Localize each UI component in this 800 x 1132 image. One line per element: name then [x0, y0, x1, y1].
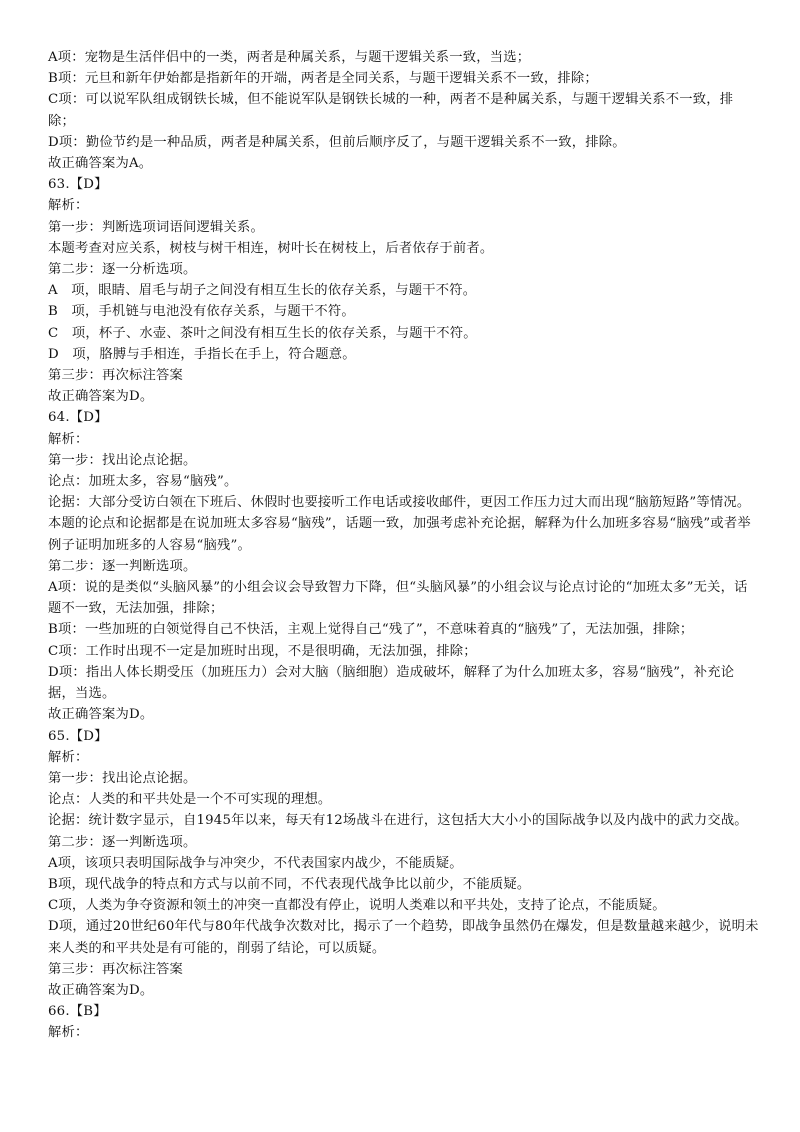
text-line: B项，现代战争的特点和方式与以前不同，不代表现代战争比以前少，不能质疑。: [48, 876, 531, 892]
text-line: 本题考查对应关系，树枝与树干相连，树叶长在树枝上，后者依存于前者。: [48, 240, 494, 256]
text-line: 66.【B】: [48, 1004, 107, 1020]
text-line: 63.【D】: [48, 177, 108, 193]
text-line: A项：宠物是生活伴侣中的一类，两者是种属关系，与题干逻辑关系一致，当选；: [48, 50, 531, 65]
text-line: D项：指出人体长期受压（加班压力）会对大脑（脑细胞）造成破坏，解释了为什么加班太多，容易“脑残”，补充论据，当选。: [48, 664, 735, 702]
text-line: C项：可以说军队组成钢铁长城，但不能说军队是钢铁长城的一种，两者不是种属关系，与题干逻辑关系不一致，排除；: [48, 92, 734, 129]
text-line: B 项，手机链与电池没有依存关系，与题干不符。: [48, 304, 355, 320]
text-line: C项：工作时出现不一定是加班时出现，不是很明确，无法加强，排除；: [48, 643, 477, 659]
text-line: D项，通过20世纪60年代与80年代战争次数对比，揭示了一个趋势，即战争虽然仍在爆发，但是数量越来越少，说明未来人类的和平共处是有可能的，削弱了结论，可以质疑。: [48, 919, 759, 956]
text-line: 故正确答案为D。: [48, 389, 154, 405]
text-line: 故正确答案为D。: [48, 707, 154, 723]
text-line: 解析：: [48, 431, 89, 447]
text-line: 解析：: [48, 198, 89, 214]
text-line: 第二步：逐一判断选项。: [48, 558, 197, 574]
text-line: D 项，胳膊与手相连，手指长在手上，符合题意。: [48, 346, 356, 362]
text-line: 本题的论点和论据都是在说加班太多容易“脑残”，话题一致，加强考虑补充论据，解释为什么加班多容易“脑残”或者举例子证明加班多的人容易“脑残”。: [48, 516, 751, 553]
text-line: A 项，眼睛、眉毛与胡子之间没有相互生长的依存关系，与题干不符。: [48, 283, 477, 299]
text-line: 故正确答案为A。: [48, 156, 153, 172]
text-line: 65.【D】: [48, 728, 108, 744]
text-line: 论点：人类的和平共处是一个不可实现的理想。: [48, 792, 332, 808]
text-line: 解析：: [48, 749, 89, 765]
text-line: B项：一些加班的白领觉得自己不快活，主观上觉得自己“残了”，不意味着真的“脑残”了，无法加强，排除；: [48, 622, 694, 638]
text-line: 第二步：逐一判断选项。: [48, 834, 197, 850]
text-line: B项：元旦和新年伊始都是指新年的开端，两者是全同关系，与题干逻辑关系不一致，排除；: [48, 71, 598, 87]
text-line: 论据：大部分受访白领在下班后、休假时也要接听工作电话或接收邮件，更因工作压力过大而出现“脑筋短路”等情况。: [48, 495, 751, 511]
text-line: 解析：: [48, 1025, 89, 1041]
text-line: D项：勤俭节约是一种品质，两者是种属关系，但前后顺序反了，与题干逻辑关系不一致，排除。: [48, 134, 626, 150]
text-line: C项，人类为争夺资源和领土的冲突一直都没有停止，说明人类难以和平共处，支持了论点，不能质疑。: [48, 898, 666, 914]
text-line: 第二步：逐一分析选项。: [48, 262, 197, 278]
text-line: 故正确答案为D。: [48, 982, 154, 998]
text-line: 第三步：再次标注答案: [48, 368, 183, 384]
text-line: 论点：加班太多，容易“脑残”。: [48, 474, 238, 490]
text-line: A项，该项只表明国际战争与冲突少，不代表国家内战少，不能质疑。: [48, 855, 463, 871]
text-line: 第一步：判断选项词语间逻辑关系。: [48, 219, 264, 235]
text-line: 第三步：再次标注答案: [48, 961, 183, 977]
text-line: 64.【D】: [48, 410, 108, 426]
text-line: 第一步：找出论点论据。: [48, 452, 197, 468]
text-line: C 项，杯子、水壶、茶叶之间没有相互生长的依存关系，与题干不符。: [48, 325, 477, 341]
text-line: 论据：统计数字显示，自1945年以来，每天有12场战斗在进行，这包括大大小小的国际战争以及内战中的武力交战。: [48, 813, 748, 829]
text-line: A项：说的是类似“头脑风暴”的小组会议会导致智力下降，但“头脑风暴”的小组会议与论点讨论的“加班太多”无关，话题不一致，无法加强，排除；: [48, 580, 748, 617]
text-line: 第一步：找出论点论据。: [48, 770, 197, 786]
